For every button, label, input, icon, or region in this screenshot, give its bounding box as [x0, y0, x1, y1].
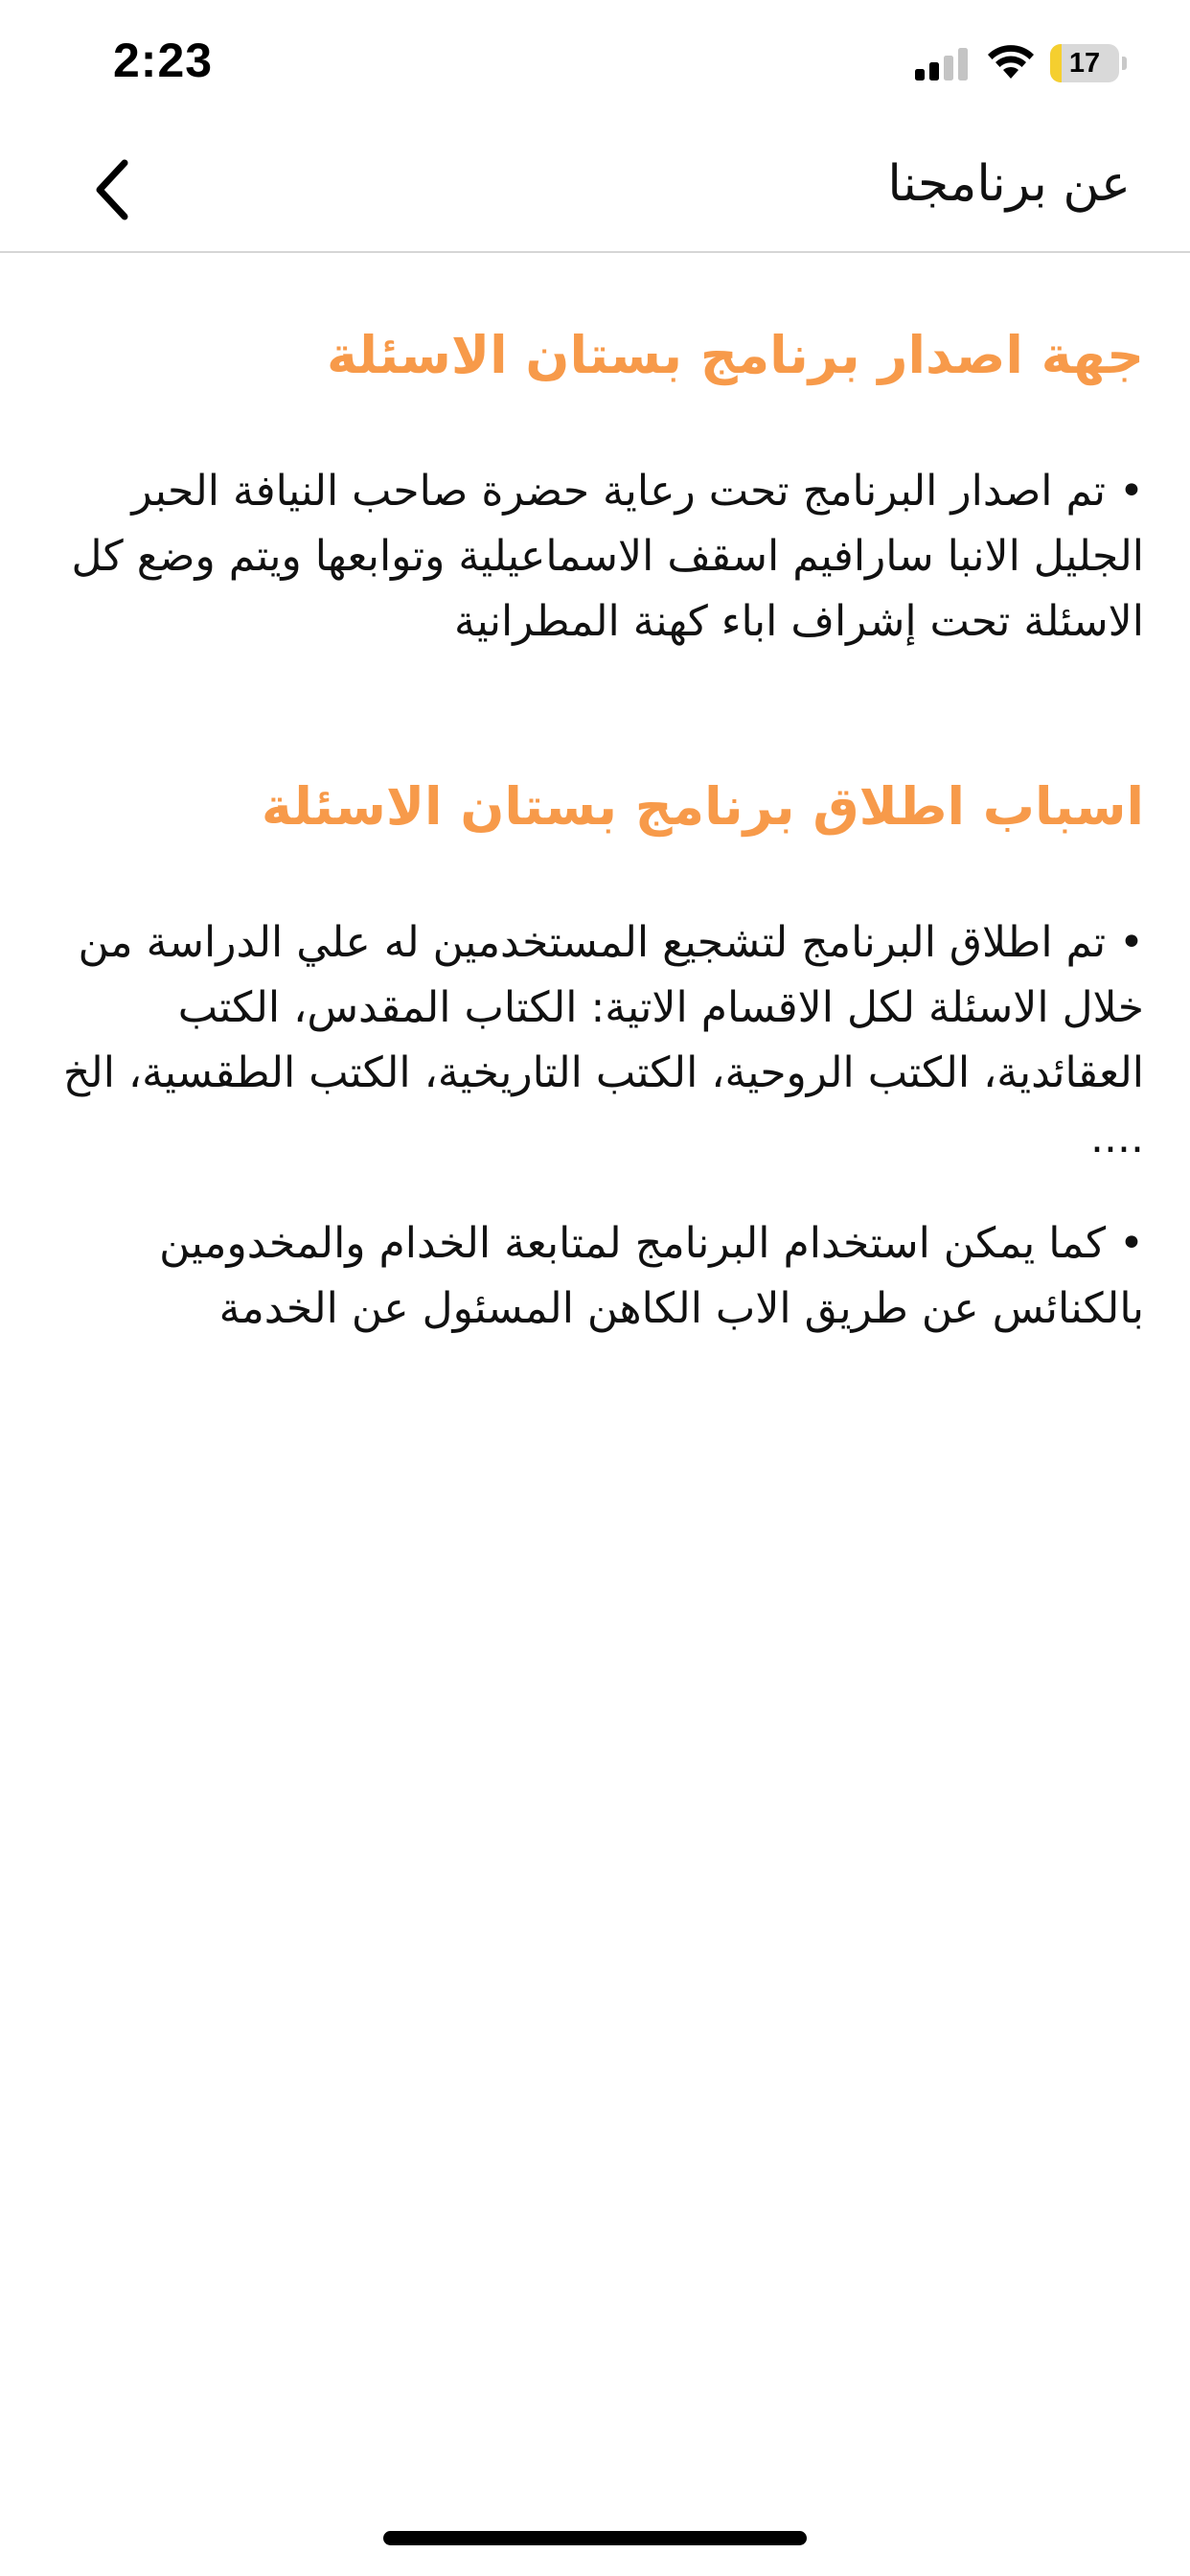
- section-title-publisher: جهة اصدار برنامج بستان الاسئلة: [326, 325, 1144, 385]
- section-title-reasons: اسباب اطلاق برنامج بستان الاسئلة: [261, 776, 1144, 837]
- nav-bar: [0, 126, 1190, 253]
- status-time: 2:23: [113, 34, 214, 87]
- chevron-left-icon[interactable]: [82, 155, 144, 224]
- about-content: [61, 288, 1144, 1342]
- publisher-paragraph: • تم اصدار البرنامج تحت رعاية حضرة صاحب النيافة الحبر الجليل الانبا سارافيم اسقف الاسماعيلية وتوابعها ويتم وضع كل الاسئلة تحت إشراف اباء كهنة المطرانية: [71, 467, 1144, 646]
- battery-body: [1050, 44, 1119, 82]
- reasons-paragraph-1: • تم اطلاق البرنامج لتشجيع المستخدمين له علي الدراسة من خلال الاسئلة لكل الاقسام الاتية: الكتاب المقدس، الكتب العقائدية، الكتب الروحية، الكتب التاريخية، الكتب الطقسية، الخ ....: [62, 918, 1144, 1162]
- reasons-paragraph-2: • كما يمكن استخدام البرنامج لمتابعة الخدام والمخدومين بالكنائس عن طريق الاب الكاهن المسئول عن الخدمة: [159, 1219, 1144, 1333]
- battery-cap: [1122, 57, 1127, 70]
- cellular-signal-icon: [915, 48, 969, 80]
- battery-indicator: [1050, 44, 1127, 82]
- wifi-icon: [987, 42, 1035, 80]
- page-title: عن برنامجنا: [887, 155, 1131, 213]
- battery-level: 17: [1068, 48, 1101, 79]
- home-indicator[interactable]: [383, 2531, 807, 2545]
- status-bar: [0, 0, 1190, 126]
